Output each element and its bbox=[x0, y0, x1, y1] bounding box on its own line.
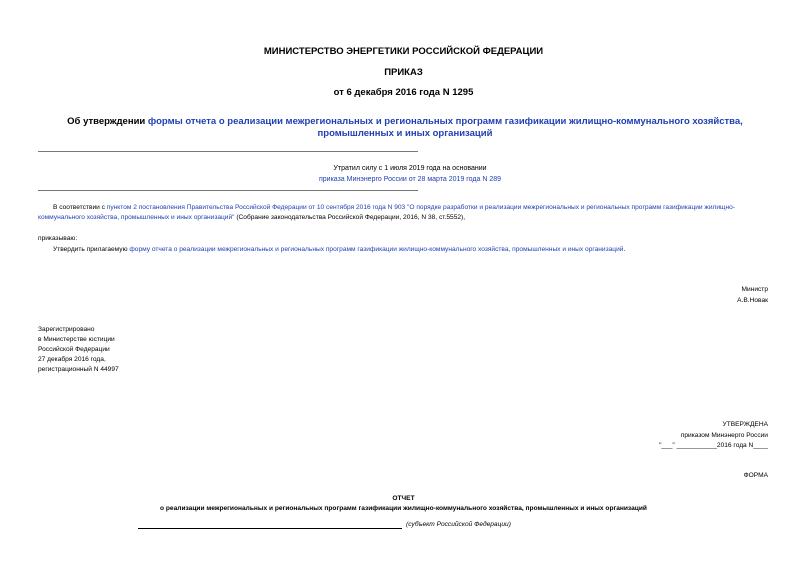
report-title: ОТЧЕТ bbox=[392, 495, 415, 502]
registration-line: Зарегистрировано bbox=[38, 326, 95, 333]
preamble-paragraph bbox=[38, 203, 770, 223]
approval-label: УТВЕРЖДЕНА bbox=[722, 421, 768, 428]
title-form-link[interactable]: формы отчета о реализации межрегиональных и региональных программ газификации жилищно-коммунального хозяйства, промышленных и иных организаций bbox=[147, 116, 743, 139]
approval-date-line: "___" ___________2016 года N____ bbox=[659, 442, 768, 449]
status-repeal-link[interactable]: приказа Минэнерго России от 28 марта 2019 года N 289 bbox=[318, 176, 502, 183]
form-label: ФОРМА bbox=[743, 472, 768, 479]
preamble-decree-link[interactable]: пунктом 2 постановления Правительства Российской Федерации от 10 сентября 2016 года N 903 "О порядке разработки и реализации межрегиональных и региональных программ газификации жилищно-коммунального хозяйства, промышленных и иных организаций" bbox=[38, 204, 735, 221]
preamble-text-start: В соответствии с bbox=[53, 204, 107, 211]
status-note: Утратил силу с 1 июля 2019 года на основании bbox=[333, 165, 487, 172]
title-prefix: Об утверждении bbox=[67, 116, 148, 127]
approval-order: приказом Минэнерго России bbox=[680, 432, 768, 439]
registration-line: Российской Федерации bbox=[38, 346, 110, 353]
resolution-form-link[interactable]: форму отчета о реализации межрегиональных и региональных программ газификации жилищно-коммунального хозяйства, промышленных и иных организаций bbox=[129, 246, 624, 253]
subject-field-line bbox=[138, 528, 402, 529]
registration-line: регистрационный N 44997 bbox=[38, 366, 119, 373]
subject-hint: (субъект Российской Федерации) bbox=[406, 521, 511, 528]
registration-line: 27 декабря 2016 года, bbox=[38, 356, 106, 363]
resolution-text-end: . bbox=[623, 246, 626, 253]
page-title bbox=[40, 116, 770, 139]
title-divider bbox=[38, 151, 418, 152]
registration-block bbox=[38, 325, 238, 375]
resolution-text-start: Утвердить прилагаемую bbox=[53, 246, 130, 253]
report-subtitle: о реализации межрегиональных и региональных программ газификации жилищно-коммунального хозяйства, промышленных и иных организаций bbox=[160, 505, 647, 512]
preamble-text-end: (Собрание законодательства Российской Федерации, 2016, N 38, ст.5552), bbox=[234, 214, 466, 221]
signature-name: А.В.Новак bbox=[737, 297, 768, 304]
order-date-number: от 6 декабря 2016 года N 1295 bbox=[333, 87, 474, 98]
signature-position: Министр bbox=[741, 286, 768, 293]
resolution-paragraph bbox=[38, 245, 770, 255]
status-divider bbox=[38, 190, 418, 191]
doc-type: ПРИКАЗ bbox=[384, 67, 423, 78]
ministry-name: МИНИСТЕРСТВО ЭНЕРГЕТИКИ РОССИЙСКОЙ ФЕДЕРАЦИИ bbox=[263, 46, 544, 57]
registration-line: в Министерстве юстиции bbox=[38, 336, 115, 343]
order-word: приказываю: bbox=[38, 235, 78, 242]
